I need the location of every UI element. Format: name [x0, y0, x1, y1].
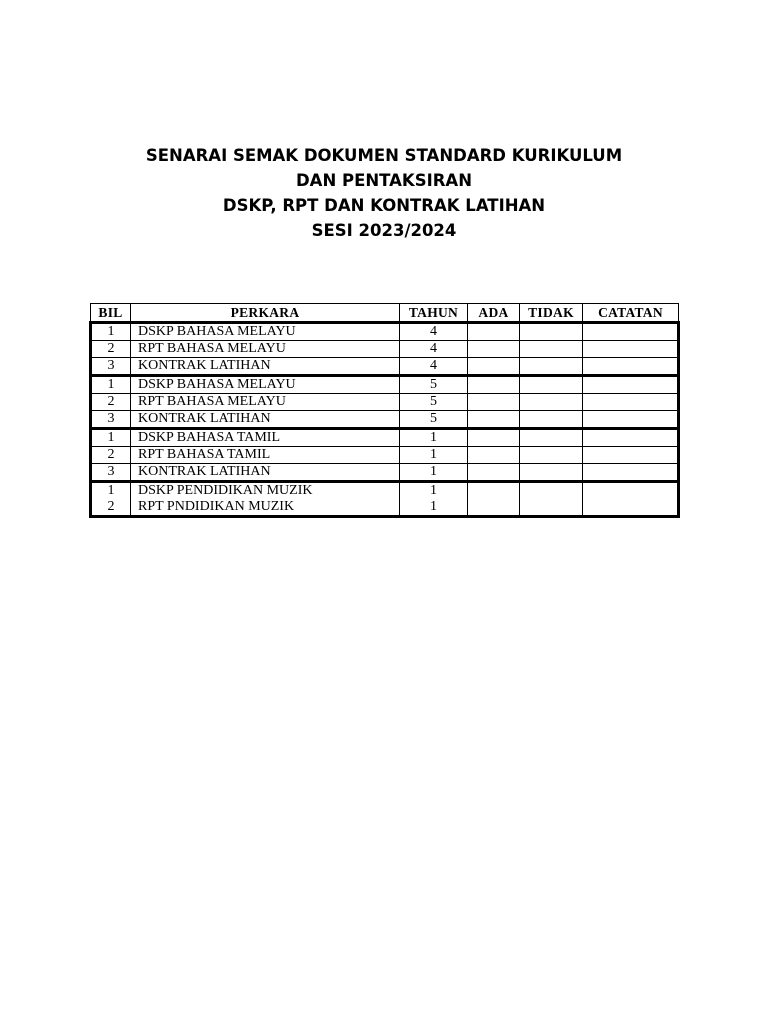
cell-perkara: DSKP BAHASA MELAYU: [131, 376, 400, 394]
cell-tahun: 4: [400, 341, 468, 358]
header-perkara: PERKARA: [131, 304, 400, 323]
cell-bil: 2: [91, 394, 131, 411]
cell-perkara: DSKP PENDIDIKAN MUZIK: [131, 482, 400, 500]
cell-perkara: KONTRAK LATIHAN: [131, 358, 400, 376]
cell-tidak[interactable]: [520, 358, 583, 376]
table-row: [91, 464, 679, 482]
cell-ada[interactable]: [468, 394, 520, 411]
cell-catatan[interactable]: [583, 447, 679, 464]
cell-catatan[interactable]: [583, 323, 679, 341]
cell-bil: 1: [91, 323, 131, 341]
cell-tahun: 4: [400, 358, 468, 376]
cell-ada[interactable]: [468, 358, 520, 376]
group-1: [91, 323, 679, 376]
title-line-4: SESI 2023/2024: [311, 221, 457, 240]
header-bil: BIL: [91, 304, 131, 323]
cell-catatan[interactable]: [583, 499, 679, 517]
cell-catatan[interactable]: [583, 482, 679, 500]
cell-tidak[interactable]: [520, 341, 583, 358]
table-row: [91, 447, 679, 464]
cell-tahun: 1: [400, 464, 468, 482]
cell-perkara: DSKP BAHASA MELAYU: [131, 323, 400, 341]
group-4: [91, 482, 679, 517]
cell-bil: 1: [91, 429, 131, 447]
cell-catatan[interactable]: [583, 429, 679, 447]
cell-perkara: KONTRAK LATIHAN: [131, 464, 400, 482]
cell-bil: 1: [91, 482, 131, 500]
cell-perkara: KONTRAK LATIHAN: [131, 411, 400, 429]
table-row: [91, 376, 679, 394]
cell-tahun: 4: [400, 323, 468, 341]
cell-tidak[interactable]: [520, 411, 583, 429]
cell-catatan[interactable]: [583, 358, 679, 376]
group-2: [91, 376, 679, 429]
cell-tahun: 5: [400, 394, 468, 411]
cell-catatan[interactable]: [583, 464, 679, 482]
cell-bil: 3: [91, 358, 131, 376]
cell-bil: 2: [91, 341, 131, 358]
cell-tahun: 1: [400, 447, 468, 464]
table-row: [91, 358, 679, 376]
cell-tidak[interactable]: [520, 464, 583, 482]
cell-perkara: RPT BAHASA TAMIL: [131, 447, 400, 464]
cell-bil: 2: [91, 499, 131, 517]
cell-perkara: DSKP BAHASA TAMIL: [131, 429, 400, 447]
cell-ada[interactable]: [468, 499, 520, 517]
table-row: [91, 394, 679, 411]
cell-tidak[interactable]: [520, 447, 583, 464]
table-header-row: [91, 304, 679, 323]
cell-catatan[interactable]: [583, 376, 679, 394]
cell-tahun: 1: [400, 429, 468, 447]
cell-catatan[interactable]: [583, 394, 679, 411]
cell-ada[interactable]: [468, 341, 520, 358]
cell-perkara: RPT BAHASA MELAYU: [131, 341, 400, 358]
cell-tahun: 5: [400, 376, 468, 394]
cell-perkara: RPT BAHASA MELAYU: [131, 394, 400, 411]
cell-bil: 2: [91, 447, 131, 464]
cell-tidak[interactable]: [520, 394, 583, 411]
cell-ada[interactable]: [468, 447, 520, 464]
header-catatan: CATATAN: [583, 304, 679, 323]
table-row: [91, 411, 679, 429]
title-line-1: SENARAI SEMAK DOKUMEN STANDARD KURIKULUM: [145, 146, 623, 165]
cell-bil: 1: [91, 376, 131, 394]
cell-ada[interactable]: [468, 464, 520, 482]
cell-tahun: 5: [400, 411, 468, 429]
cell-bil: 3: [91, 411, 131, 429]
cell-ada[interactable]: [468, 429, 520, 447]
cell-tidak[interactable]: [520, 499, 583, 517]
cell-catatan[interactable]: [583, 411, 679, 429]
cell-tidak[interactable]: [520, 429, 583, 447]
cell-tahun: 1: [400, 482, 468, 500]
table-row: [91, 499, 679, 517]
table-row: [91, 341, 679, 358]
cell-ada[interactable]: [468, 411, 520, 429]
cell-ada[interactable]: [468, 376, 520, 394]
header-tidak: TIDAK: [520, 304, 583, 323]
title-line-2: DAN PENTAKSIRAN: [295, 171, 473, 190]
cell-perkara: RPT PNDIDIKAN MUZIK: [131, 499, 400, 517]
header-tahun: TAHUN: [400, 304, 468, 323]
cell-tidak[interactable]: [520, 376, 583, 394]
cell-bil: 3: [91, 464, 131, 482]
cell-ada[interactable]: [468, 482, 520, 500]
cell-ada[interactable]: [468, 323, 520, 341]
cell-tidak[interactable]: [520, 323, 583, 341]
header-ada: ADA: [468, 304, 520, 323]
table-row: [91, 429, 679, 447]
table-row: [91, 482, 679, 500]
cell-tidak[interactable]: [520, 482, 583, 500]
cell-tahun: 1: [400, 499, 468, 517]
title-line-3: DSKP, RPT DAN KONTRAK LATIHAN: [222, 196, 546, 215]
table-row: [91, 323, 679, 341]
group-3: [91, 429, 679, 482]
cell-catatan[interactable]: [583, 341, 679, 358]
checklist-table: [89, 303, 680, 518]
document-title: [0, 143, 768, 243]
